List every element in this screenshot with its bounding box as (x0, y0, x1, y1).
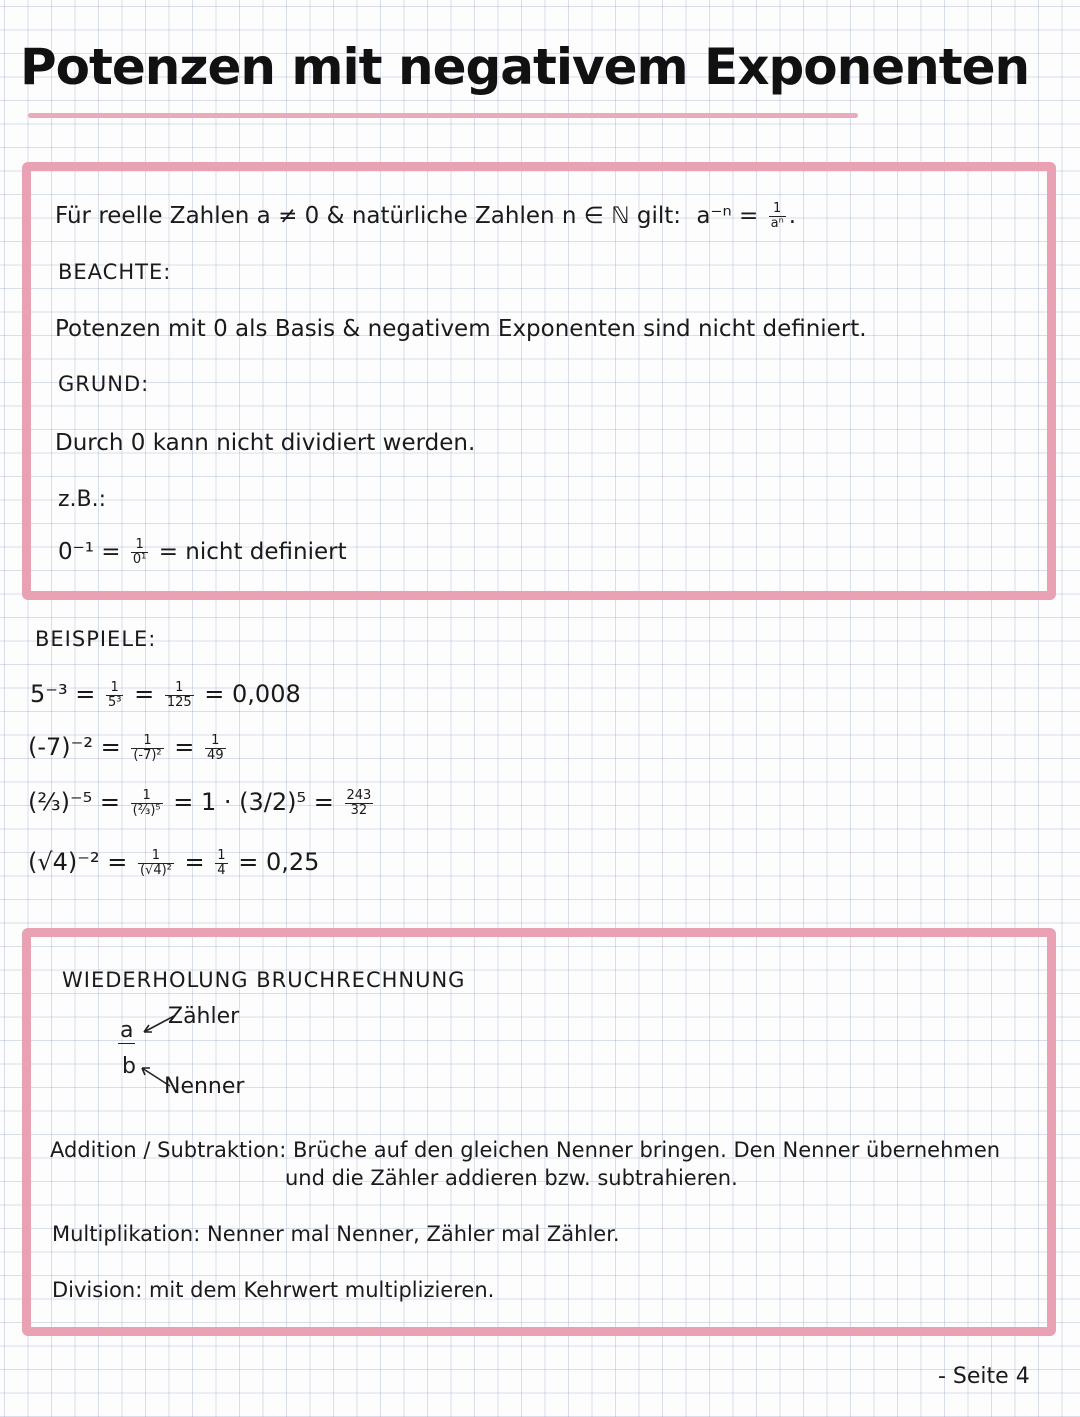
grund-heading: GRUND: (58, 372, 150, 396)
example-4-fraction-2: $\frac{1}{4}$ (217, 847, 226, 878)
page-title: Potenzen mit negativem Exponenten (20, 38, 1030, 96)
multiplikation-label: Multiplikation: (52, 1222, 201, 1246)
addition-label: Addition / Subtraktion: (50, 1138, 287, 1162)
fraction-diagram (118, 1004, 278, 1105)
example-2-fraction-2: $\frac{1}{49}$ (207, 732, 224, 763)
example-1-fraction-2: $\frac{1}{125}$ (166, 679, 192, 710)
definition-text: Für reelle Zahlen a ≠ 0 & natürliche Zahlen n ∈ ℕ gilt: (55, 203, 681, 229)
bruchrechnung-heading: WIEDERHOLUNG BRUCHRECHNUNG (62, 968, 466, 992)
definition-formula-lhs: a⁻ⁿ = (696, 203, 759, 229)
addition-text-2: und die Zähler addieren bzw. subtrahieren. (285, 1166, 738, 1190)
division-line (52, 1278, 494, 1302)
division-text: mit dem Kehrwert multiplizieren. (148, 1278, 495, 1302)
nenner-label: Nenner (164, 1074, 245, 1099)
fraction-denominator: b (122, 1054, 136, 1079)
example-3-fraction-2: $\frac{243}{32}$ (346, 787, 372, 818)
example-3-fraction-1: $\frac{1}{\text{(⅔)⁵}}$ (132, 787, 161, 818)
grund-text: Durch 0 kann nicht dividiert werden. (55, 430, 476, 456)
fraction-numerator: a (120, 1018, 134, 1043)
example-1-fraction-1: $\frac{1}{\text{5³}}$ (107, 679, 122, 710)
definition-line: Für reelle Zahlen a ≠ 0 & natürliche Zahlen n ∈ ℕ gilt: a⁻ⁿ = $\frac{1}{\text{aⁿ}}$ . (55, 201, 797, 231)
example-2: (-7)⁻² = $\frac{1}{\text{(-7)²}}$ = $\frac{1}{49}$ (28, 732, 224, 763)
example-3: (⅔)⁻⁵ = $\frac{1}{\text{(⅔)⁵}}$ = 1 · (3/2)⁵ = $\frac{243}{32}$ (28, 787, 372, 818)
example-1: 5⁻³ = $\frac{1}{\text{5³}}$ = $\frac{1}{125}$ = 0,008 (30, 679, 301, 710)
zb-fraction: $\frac{1}{\text{0¹}}$ (132, 537, 147, 567)
zb-heading: z.B.: (58, 487, 107, 512)
beispiele-heading: BEISPIELE: (35, 627, 157, 651)
addition-line (50, 1138, 1000, 1162)
example-2-fraction-1: $\frac{1}{\text{(-7)²}}$ (133, 732, 162, 763)
multiplikation-text: Nenner mal Nenner, Zähler mal Zähler. (206, 1222, 620, 1246)
title-underline (28, 113, 858, 118)
page-number: - Seite 4 (938, 1364, 1030, 1389)
definition-fraction: $\frac{1}{\text{aⁿ}}$ (770, 201, 784, 231)
example-4: (√4)⁻² = $\frac{1}{\text{(√4)²}}$ = $\frac{1}{4}$ = 0,25 (28, 847, 320, 878)
example-4-fraction-1: $\frac{1}{\text{(√4)²}}$ (139, 847, 172, 878)
division-label: Division: (52, 1278, 143, 1302)
addition-text-1: Brüche auf den gleichen Nenner bringen. Den Nenner übernehmen (293, 1138, 1001, 1162)
zb-example: 0⁻¹ = $\frac{1}{\text{0¹}}$ = nicht definiert (58, 537, 347, 567)
beachte-text: Potenzen mit 0 als Basis & negativem Exponenten sind nicht definiert. (55, 316, 867, 342)
zaehler-label: Zähler (168, 1004, 240, 1029)
beachte-heading: BEACHTE: (58, 260, 172, 284)
multiplikation-line (52, 1222, 620, 1246)
